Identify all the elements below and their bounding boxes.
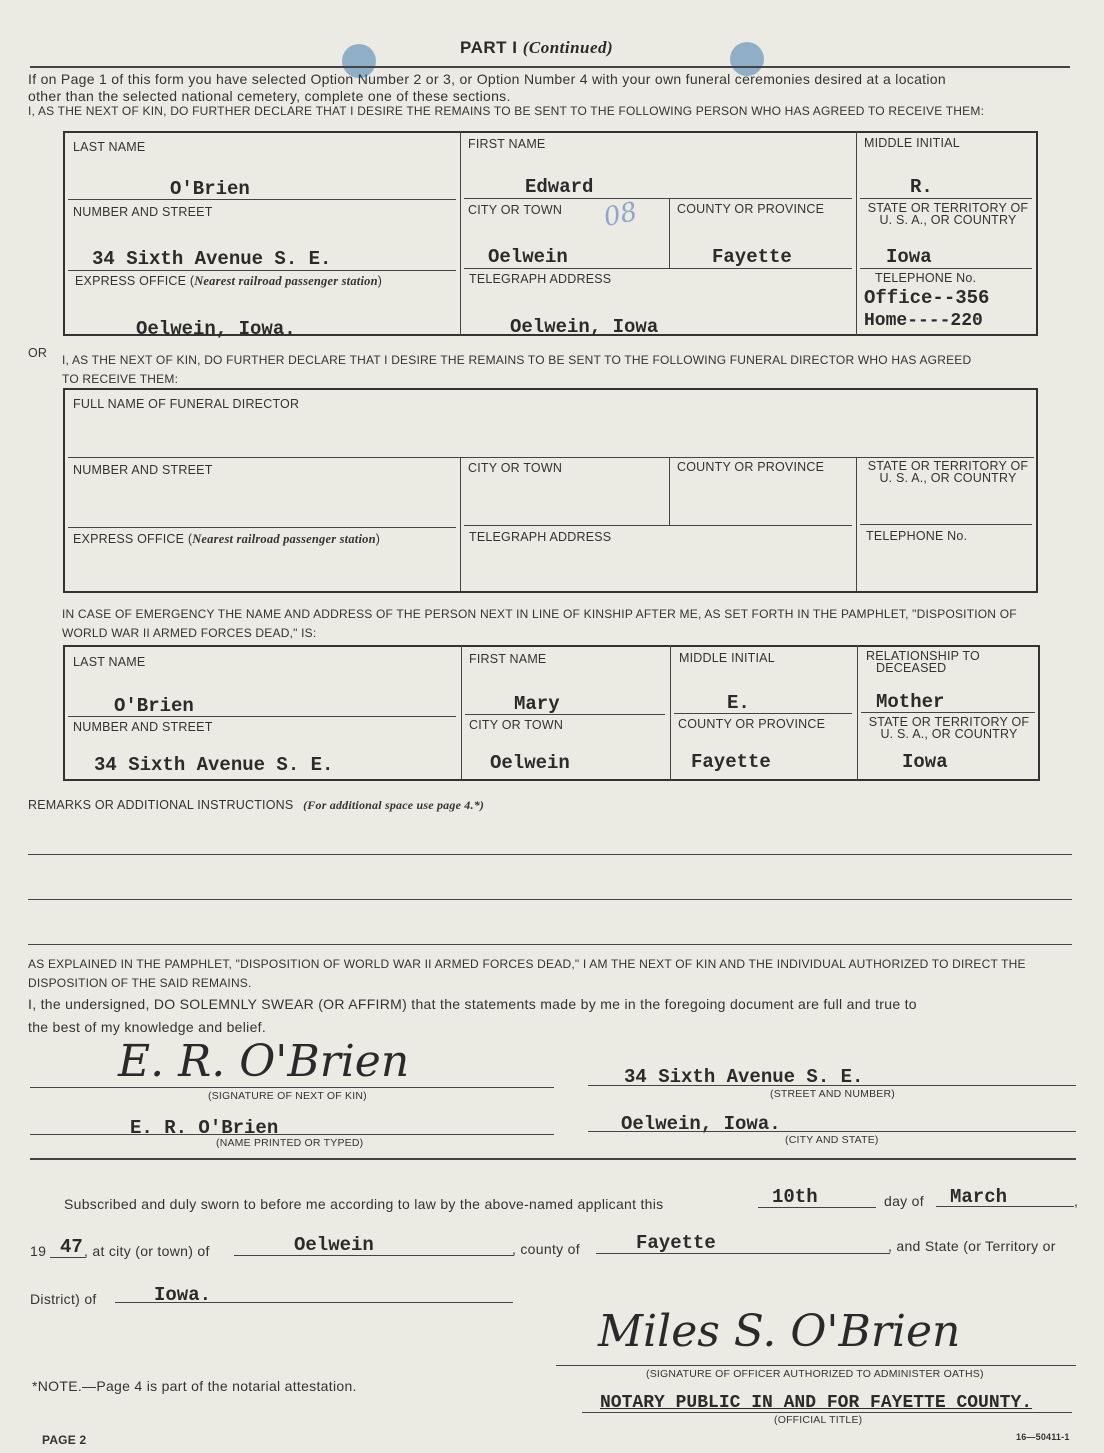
declaration-1: I, AS THE NEXT OF KIN, DO FURTHER DECLARE THAT I DESIRE THE REMAINS TO BE SENT TO THE FOLLOWING PERSON WHO HAS AGREED TO RECEIVE THEM:: [28, 104, 985, 118]
oath-divider: [30, 1158, 1076, 1160]
official-title-value: NOTARY PUBLIC IN AND FOR FAYETTE COUNTY.: [600, 1393, 1033, 1413]
remarks-line-2: [28, 899, 1072, 900]
s2-state-label-1: STATE OR TERRITORY OF: [867, 459, 1029, 473]
notary-county-line: [596, 1253, 890, 1254]
s1-number-street-label: NUMBER AND STREET: [73, 205, 213, 219]
s2-hline-2: [68, 527, 456, 528]
year-line: [50, 1257, 86, 1258]
s3-vline-1: [461, 645, 462, 781]
sig-caption: (SIGNATURE OF NEXT OF KIN): [208, 1090, 367, 1102]
s2-declaration-2: TO RECEIVE THEM:: [62, 372, 179, 386]
sworn-text: Subscribed and duly sworn to before me according to law by the above-named applicant this: [64, 1196, 664, 1212]
name-caption: (NAME PRINTED OR TYPED): [216, 1137, 364, 1149]
s1-hline-1: [68, 199, 456, 200]
title-caption: (OFFICIAL TITLE): [774, 1414, 863, 1426]
s1-number-street-value: 34 Sixth Avenue S. E.: [92, 248, 332, 270]
notary-city-value: Oelwein: [294, 1234, 374, 1256]
s3-middle-initial-label: MIDDLE INITIAL: [679, 651, 775, 665]
title-line: [582, 1412, 1072, 1413]
s3-city-label: CITY OR TOWN: [469, 718, 564, 732]
s1-telegraph-value: Oelwein, Iowa: [510, 316, 659, 338]
year-prefix: 19: [30, 1243, 47, 1259]
s1-hline-2b: [464, 268, 852, 269]
s1-county-value: Fayette: [712, 246, 792, 268]
s3-city-value: Oelwein: [490, 752, 570, 774]
s1-express-value: Oelwein, Iowa.: [136, 318, 296, 340]
sig-line: [30, 1087, 554, 1088]
or-label: OR: [28, 346, 48, 360]
s3-county-label: COUNTY OR PROVINCE: [678, 717, 826, 731]
s2-declaration-1: I, AS THE NEXT OF KIN, DO FURTHER DECLARE THAT I DESIRE THE REMAINS TO BE SENT TO THE FOLLOWING FUNERAL DIRECTOR WHO HAS AGREED: [62, 353, 972, 367]
s3-relationship-value: Mother: [876, 691, 945, 713]
s2-telegraph-label: TELEGRAPH ADDRESS: [469, 530, 612, 544]
s2-express-label: [73, 532, 380, 547]
street-value: 34 Sixth Avenue S. E.: [624, 1066, 864, 1088]
s1-vline-3: [669, 198, 670, 268]
s1-state-value: Iowa: [886, 246, 932, 268]
s3-last-name-value: O'Brien: [114, 695, 194, 717]
month-value: March: [950, 1186, 1008, 1208]
s1-vline-1: [460, 131, 461, 336]
s3-number-street-label: NUMBER AND STREET: [73, 720, 213, 734]
intro-line-1: If on Page 1 of this form you have selected Option Number 2 or 3, or Option Number 4 with your own funeral ceremonies desired at a location: [28, 71, 946, 87]
part-title: PART I: [460, 38, 518, 57]
county-of-text: , county of: [512, 1241, 580, 1257]
s2-hline-2b: [464, 525, 852, 526]
s2-city-label: CITY OR TOWN: [468, 461, 563, 475]
s1-state-label-1: STATE OR TERRITORY OF: [867, 201, 1029, 215]
s3-relationship-label-1: RELATIONSHIP TO: [866, 649, 980, 663]
s3-vline-2: [670, 645, 671, 781]
remarks-label-text: REMARKS OR ADDITIONAL INSTRUCTIONS: [28, 798, 294, 812]
remarks-line-3: [28, 944, 1072, 945]
oath-statement-2: DISPOSITION OF THE SAID REMAINS.: [28, 976, 252, 990]
s3-state-value: Iowa: [902, 751, 948, 773]
s1-state-label: [860, 202, 1036, 226]
remarks-line-1: [28, 854, 1072, 855]
remarks-label: [28, 798, 484, 813]
s1-express-suffix: ): [377, 274, 383, 288]
s3-vline-3: [857, 645, 858, 781]
s1-express-label: [75, 274, 382, 289]
s1-state-label-2: U. S. A., OR COUNTRY: [879, 213, 1017, 227]
s3-first-name-value: Mary: [514, 693, 560, 715]
s2-state-label-2: U. S. A., OR COUNTRY: [879, 471, 1017, 485]
city-line: [588, 1131, 1076, 1132]
s1-telephone-label: TELEPHONE No.: [875, 271, 977, 285]
s2-hline-2c: [860, 524, 1032, 525]
s2-number-street-label: NUMBER AND STREET: [73, 463, 213, 477]
officer-signature: Miles S. O'Brien: [598, 1306, 961, 1357]
s2-telephone-label: TELEPHONE No.: [866, 529, 968, 543]
s2-express-italic: Nearest railroad passenger station: [192, 532, 376, 546]
name-line: [30, 1134, 554, 1135]
s1-telegraph-label: TELEGRAPH ADDRESS: [469, 272, 612, 286]
year-value: 47: [60, 1236, 83, 1258]
s1-handwritten-mark: 08: [601, 196, 640, 234]
s1-first-name-label: FIRST NAME: [468, 137, 546, 151]
s2-county-label: COUNTY OR PROVINCE: [677, 460, 825, 474]
s3-state-label-1: STATE OR TERRITORY OF: [868, 715, 1030, 729]
notary-state-value: Iowa.: [154, 1284, 212, 1306]
city-caption: (CITY AND STATE): [785, 1134, 879, 1146]
s3-hline-1c: [674, 713, 852, 714]
s1-last-name-value: O'Brien: [170, 178, 250, 200]
s3-middle-initial-value: E.: [727, 692, 750, 714]
header-rule: [30, 66, 1070, 68]
state-of-text: , and State (or Territory or: [888, 1238, 1056, 1254]
s3-county-value: Fayette: [691, 751, 771, 773]
s1-express-italic: Nearest railroad passenger station: [194, 274, 378, 288]
district-of-text: District) of: [30, 1291, 97, 1307]
oath-statement-1: AS EXPLAINED IN THE PAMPHLET, "DISPOSITION OF WORLD WAR II ARMED FORCES DEAD," I AM THE NEXT OF KIN AND THE INDIVIDUAL AUTHORIZED TO DIRECT THE: [28, 957, 1026, 971]
funeral-director-box: [63, 388, 1038, 593]
s1-phone-office: Office--356: [864, 287, 990, 309]
s1-express-prefix: EXPRESS OFFICE (: [75, 274, 195, 288]
s3-state-label-2: U. S. A., OR COUNTRY: [880, 727, 1018, 741]
s3-declaration-1: IN CASE OF EMERGENCY THE NAME AND ADDRESS OF THE PERSON NEXT IN LINE OF KINSHIP AFTER ME, AS SET FORTH IN THE PAMPHLET, "DISPOSITION OF: [62, 607, 1017, 621]
s3-first-name-label: FIRST NAME: [469, 652, 547, 666]
month-comma: ,: [1074, 1193, 1079, 1209]
s3-relationship-label-2: DECEASED: [876, 661, 947, 675]
s3-hline-1b: [465, 714, 665, 715]
s2-vline-2: [669, 457, 670, 525]
s1-last-name-label: LAST NAME: [73, 140, 146, 154]
s3-last-name-label: LAST NAME: [73, 655, 146, 669]
s1-phone-home: Home----220: [864, 311, 983, 331]
intro-line-2: other than the selected national cemetery, complete one of these sections.: [28, 88, 511, 104]
street-line: [588, 1085, 1076, 1086]
name-value: E. R. O'Brien: [130, 1117, 279, 1139]
s3-number-street-value: 34 Sixth Avenue S. E.: [94, 754, 334, 776]
footer-note: *NOTE.—Page 4 is part of the notarial attestation.: [32, 1378, 357, 1394]
s1-middle-initial-value: R.: [910, 176, 933, 198]
month-line: [936, 1206, 1074, 1207]
s2-hline-1: [68, 457, 1034, 458]
s1-middle-initial-label: MIDDLE INITIAL: [864, 136, 960, 150]
s1-first-name-value: Edward: [525, 176, 594, 198]
day-line: [758, 1207, 876, 1208]
officer-caption: (SIGNATURE OF OFFICER AUTHORIZED TO ADMINISTER OATHS): [646, 1368, 984, 1380]
s1-city-label: CITY OR TOWN: [468, 203, 563, 217]
s3-state-label: [861, 716, 1037, 740]
day-of-text: day of: [884, 1193, 924, 1209]
s2-express-prefix: EXPRESS OFFICE (: [73, 532, 193, 546]
s1-city-value: Oelwein: [488, 246, 568, 268]
street-caption: (STREET AND NUMBER): [770, 1088, 895, 1100]
part-continued: (Continued): [522, 38, 614, 57]
next-of-kin-signature: E. R. O'Brien: [118, 1036, 410, 1087]
remarks-note: (For additional space use page 4.*): [303, 798, 485, 812]
s2-full-name-label: FULL NAME OF FUNERAL DIRECTOR: [73, 397, 300, 411]
swear-line-1: I, the undersigned, DO SOLEMNLY SWEAR (OR AFFIRM) that the statements made by me in the foregoing document are full and true to: [28, 996, 917, 1012]
city-value: Oelwein, Iowa.: [621, 1113, 781, 1135]
s3-declaration-2: WORLD WAR II ARMED FORCES DEAD," IS:: [62, 626, 317, 640]
notary-county-value: Fayette: [636, 1232, 716, 1254]
notary-city-line: [234, 1255, 514, 1256]
s1-hline-2c: [860, 268, 1032, 269]
swear-line-2: the best of my knowledge and belief.: [28, 1019, 267, 1035]
s2-express-suffix: ): [375, 532, 381, 546]
at-city-text: , at city (or town) of: [84, 1243, 210, 1259]
s2-vline-1: [460, 457, 461, 591]
s3-relationship-label: [866, 650, 980, 674]
form-number: 16—50411-1: [1016, 1432, 1070, 1442]
s1-county-label: COUNTY OR PROVINCE: [677, 202, 825, 216]
page-number: PAGE 2: [42, 1433, 87, 1447]
notary-state-line: [115, 1302, 513, 1303]
s2-vline-3: [856, 457, 857, 591]
s1-hline-2: [68, 270, 456, 271]
s2-state-label: [860, 460, 1036, 484]
s1-hline-1b: [464, 198, 852, 199]
officer-line: [556, 1365, 1076, 1366]
s1-hline-1c: [860, 198, 1032, 199]
s1-vline-2: [856, 131, 857, 336]
day-value: 10th: [772, 1186, 818, 1208]
part-heading: [460, 38, 613, 58]
